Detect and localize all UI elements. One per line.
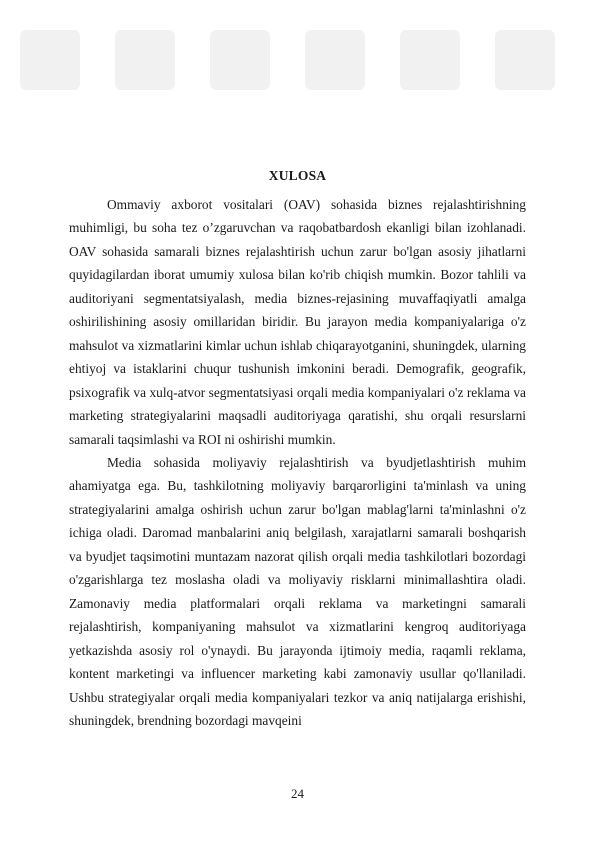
document-body bbox=[69, 193, 526, 732]
paragraph-2: Media sohasida moliyaviy rejalashtirish va byudjetlashtirish muhim ahamiyatga ega. Bu, tashkilotning moliyaviy barqarorligini ta'minlash va uning strategiyalarini amalga oshirish uchun zarur bo'lgan mablag'larni ta'minlashni o'z ichiga oladi. Daromad manbalarini aniq belgilash, xarajatlarni samarali boshqarish va byudjet taqsimotini muntazam nazorat qilish orqali media tashkilotlari bozordagi o'zgarishlarga tez moslasha oladi va moliyaviy risklarni minimallashtira oladi. Zamonaviy media platformalari orqali reklama va marketingni samarali rejalashtirish, kompaniyaning mahsulot va xizmatlarini kengroq auditoriyaga yetkazishda asosiy rol o'ynaydi. Bu jarayonda ijtimoiy media, raqamli reklama, kontent marketingi va influencer marketing kabi zamonaviy usullar qo'llaniladi. Ushbu strategiyalar orqali media kompaniyalari tezkor va aniq natijalarga erishishi, shuningdek, brendning bozordagi mavqeini bbox=[69, 454, 526, 728]
paragraph-1: Ommaviy axborot vositalari (OAV) sohasida biznes rejalashtirishning muhimligi, bu soha tez o’zgaruvchan va raqobatbardosh ekanligi bilan izohlanadi. OAV sohasida samarali biznes rejalashtirish uchun zarur bo'lgan asosiy jihatlarni quyidagilardan iborat umumiy xulosa bilan ko'rib chiqish mumkin. Bozor tahlili va auditoriyani segmentatsiyalash, media biznes-rejasining muvaffaqiyatli amalga oshirilishining asosiy omillaridan biridir. Bu jarayon media kompaniyalariga o'z mahsulot va xizmatlarini kimlar uchun ishlab chiqarayotganini, shuningdek, ularning ehtiyoj va istaklarini chuqur tushunish imkonini beradi. Demografik, geografik, psixografik va xulq-atvor segmentatsiyasi orqali media kompaniyalari o'z reklama va marketing strategiyalarini maqsadli auditoriyaga qaratishi, shu orqali resurslarni samarali taqsimlashi va ROI ni oshirishi mumkin. bbox=[69, 197, 526, 447]
page-title: XULOSA bbox=[268, 168, 327, 183]
page-number: 24 bbox=[291, 786, 304, 801]
